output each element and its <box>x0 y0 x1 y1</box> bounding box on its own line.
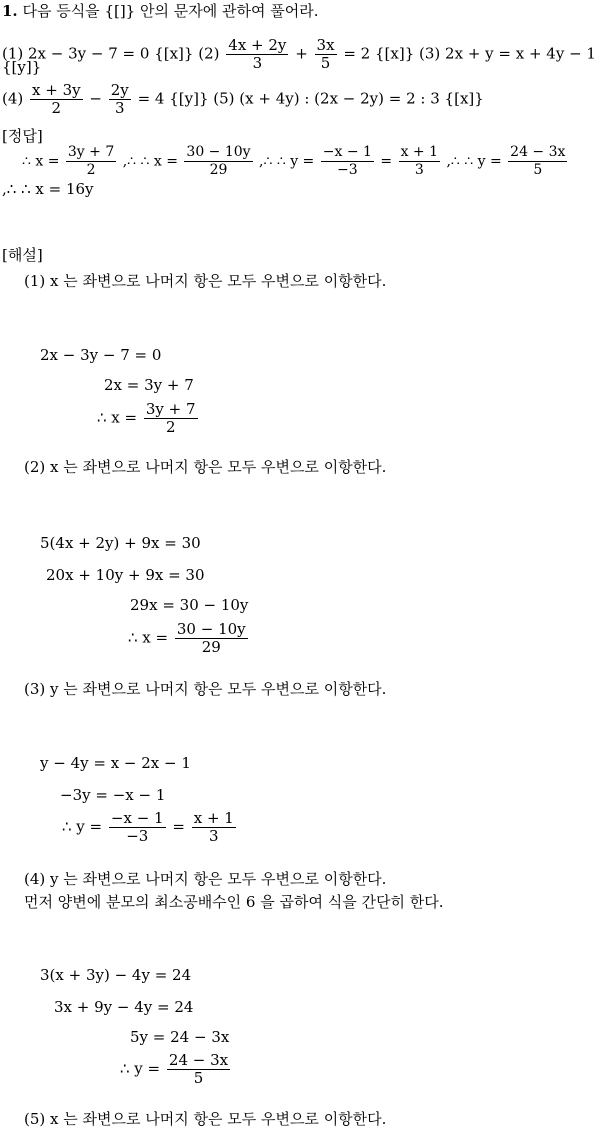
problem-2-label: (2) <box>198 44 220 63</box>
solution-1-step-1: 2x − 3y − 7 = 0 <box>40 346 162 364</box>
problem-4-frac1: $\frac{x + 3y}{2}$ <box>32 81 81 117</box>
answer-line-2: ,∴ ∴ x = 16y <box>2 180 94 198</box>
solution-4-text-2: 먼저 양변에 분모의 최소공배수인 6 을 곱하여 식을 간단히 한다. <box>24 893 444 911</box>
problem-2-frac1: $\frac{4x + 2y}{3}$ <box>228 36 287 72</box>
solution-4-step-3: 5y = 24 − 3x <box>130 1028 230 1046</box>
solution-1-step-3: ∴ x = $\frac{3y + 7}{2}$ <box>97 400 196 436</box>
solution-1-text: (1) x 는 좌변으로 나머지 항은 모두 우변으로 이항한다. <box>24 272 387 290</box>
problem-number: 1. <box>2 2 18 20</box>
solution-1-step-2: 2x = 3y + 7 <box>104 376 194 394</box>
solution-3-text: (3) y 는 좌변으로 나머지 항은 모두 우변으로 이항한다. <box>24 680 387 698</box>
solution-3-step-1: y − 4y = x − 2x − 1 <box>40 754 191 772</box>
problem-3: (3) 2x + y = x + 4y − 1 <box>419 44 596 63</box>
solution-3-step-3: ∴ y = $\frac{-x - 1}{-3}$ = $\frac{x + 1}{3}$ <box>62 809 234 845</box>
solution-2-step-4: ∴ x = $\frac{30 - 10y}{29}$ <box>128 620 246 656</box>
solution-5-text: (5) x 는 좌변으로 나머지 항은 모두 우변으로 이항한다. <box>24 1110 387 1128</box>
problem-5: (5) (x + 4y) : (2x − 2y) = 2 : 3 {[x]} <box>213 89 484 108</box>
solution-3-step-2: −3y = −x − 1 <box>60 786 166 804</box>
solution-4-text: (4) y 는 좌변으로 나머지 항은 모두 우변으로 이항한다. <box>24 870 387 888</box>
problem-intro: 다음 등식을 {[]} 안의 문자에 관하여 풀어라. <box>22 2 319 20</box>
problem-line-3: (4) $\frac{x + 3y}{2}$ − $\frac{2y}{3}$ = 4 {[y]} (5) (x + 4y) : (2x − 2y) = 2 : 3 {[x]} <box>2 81 484 117</box>
problem-4-frac2: $\frac{2y}{3}$ <box>110 81 129 117</box>
solution-header: [해설] <box>2 246 43 264</box>
solution-2-text: (2) x 는 좌변으로 나머지 항은 모두 우변으로 이항한다. <box>24 458 387 476</box>
answer-line: ∴ x = $\frac{3y + 7}{2}$ ,∴ ∴ x = $\frac{30 - 10y}{29}$ ,∴ ∴ y = $\frac{-x - 1}{-3}$ = $\frac{x + 1}{3}$ ,∴ ∴ y = $\frac{24 - 3x}{5}$ <box>22 144 566 178</box>
solution-2-step-3: 29x = 30 − 10y <box>130 596 249 614</box>
problem-1: (1) 2x − 3y − 7 = 0 {[x]} <box>2 44 194 63</box>
solution-4-step-1: 3(x + 3y) − 4y = 24 <box>40 966 192 984</box>
problem-line-1 <box>2 2 318 20</box>
solution-4-step-4: ∴ y = $\frac{24 - 3x}{5}$ <box>120 1051 229 1087</box>
answer-header: [정답] <box>2 127 43 145</box>
solution-4-step-2: 3x + 9y − 4y = 24 <box>54 998 194 1016</box>
solution-2-step-2: 20x + 10y + 9x = 30 <box>46 566 205 584</box>
problem-2-frac2: $\frac{3x}{5}$ <box>316 36 335 72</box>
problem-3-cont: {[y]} <box>2 58 42 76</box>
solution-2-step-1: 5(4x + 2y) + 9x = 30 <box>40 534 201 552</box>
problem-line-2: (1) 2x − 3y − 7 = 0 {[x]} (2) $\frac{4x + 2y}{3}$ + $\frac{3x}{5}$ = 2 {[x]} (3) 2x + y = x + 4y − 1 <box>2 36 596 72</box>
